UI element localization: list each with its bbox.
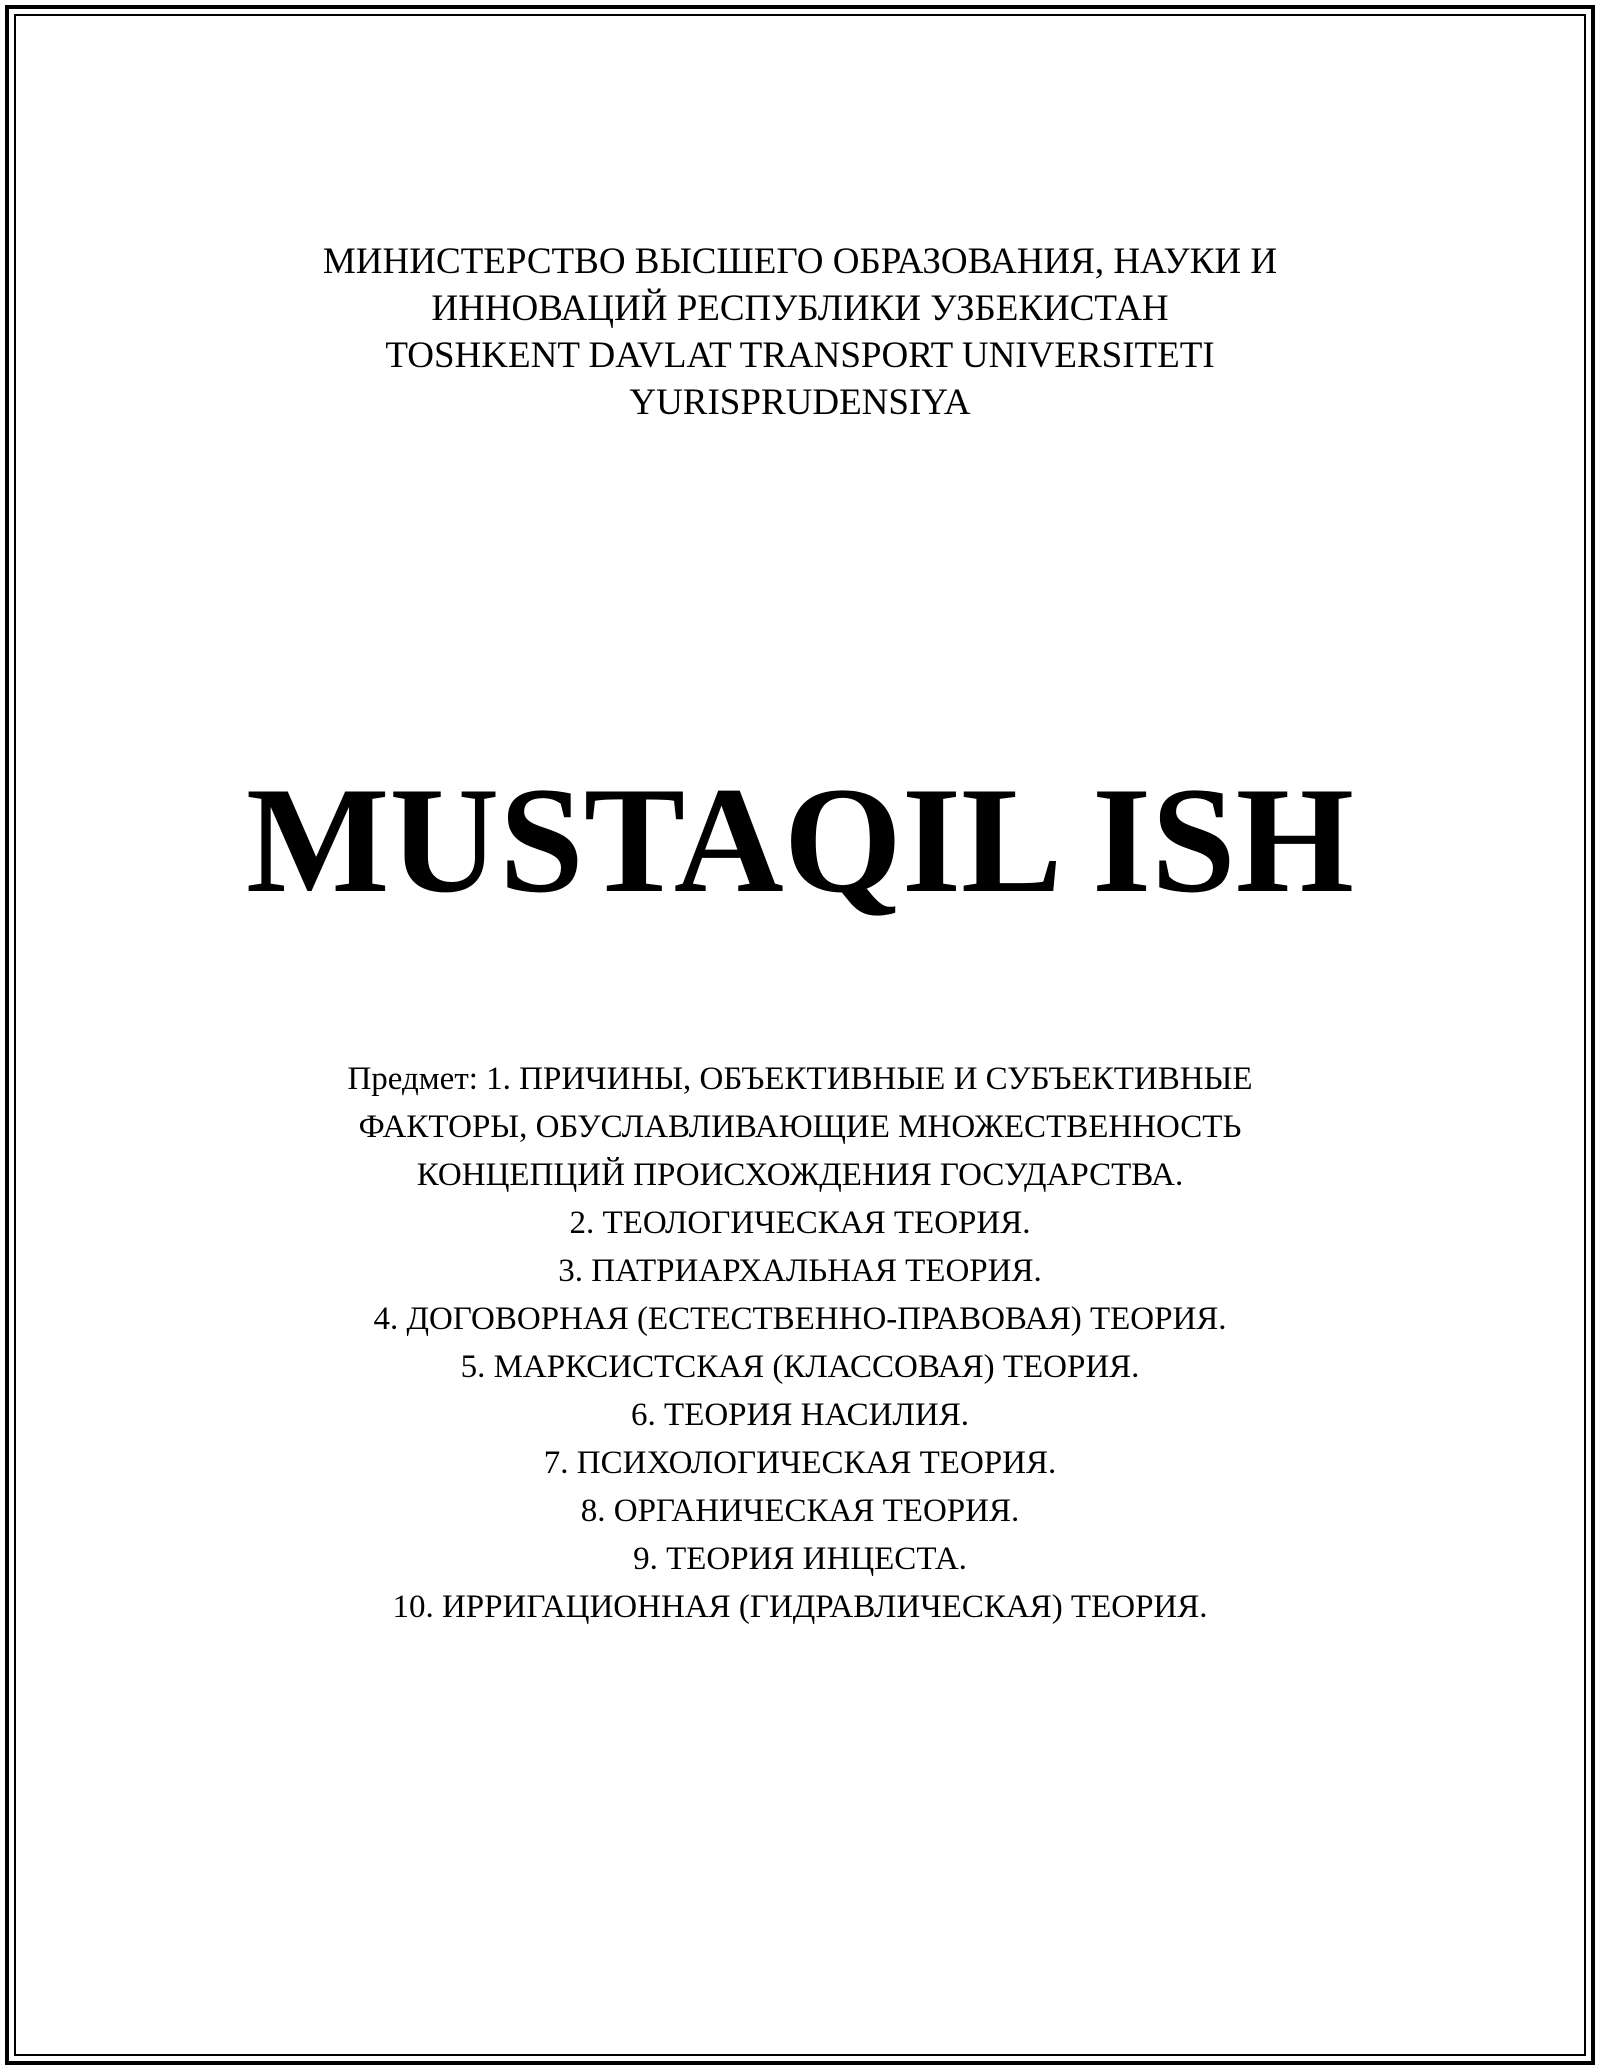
document-title: MUSTAQIL ISH (246, 756, 1354, 924)
topic-line: ФАКТОРЫ, ОБУСЛАВЛИВАЮЩИЕ МНОЖЕСТВЕННОСТЬ (358, 1109, 1242, 1145)
topic-line: 6. ТЕОРИЯ НАСИЛИЯ. (631, 1397, 969, 1433)
topic-line: 2. ТЕОЛОГИЧЕСКАЯ ТЕОРИЯ. (569, 1205, 1031, 1241)
topic-line: 9. ТЕОРИЯ ИНЦЕСТА. (633, 1541, 967, 1577)
topic-line: 4. ДОГОВОРНАЯ (ЕСТЕСТВЕННО-ПРАВОВАЯ) ТЕОРИЯ. (373, 1301, 1227, 1337)
subject-topics (0, 1055, 1600, 1631)
ministry-line-1: МИНИСТЕРСТВО ВЫСШЕГО ОБРАЗОВАНИЯ, НАУКИ И (322, 241, 1278, 282)
topic-line: КОНЦЕПЦИЙ ПРОИСХОЖДЕНИЯ ГОСУДАРСТВА. (416, 1157, 1184, 1193)
topic-line: 3. ПАТРИАРХАЛЬНАЯ ТЕОРИЯ. (558, 1253, 1042, 1289)
topic-line: Предмет: 1. ПРИЧИНЫ, ОБЪЕКТИВНЫЕ И СУБЪЕКТИВНЫЕ (347, 1061, 1253, 1097)
topic-line: 5. МАРКСИСТСКАЯ (КЛАССОВАЯ) ТЕОРИЯ. (460, 1349, 1140, 1385)
university-name: TOSHKENT DAVLAT TRANSPORT UNIVERSITETI (385, 335, 1215, 376)
topic-line: 7. ПСИХОЛОГИЧЕСКАЯ ТЕОРИЯ. (543, 1445, 1057, 1481)
ministry-line-2: ИННОВАЦИЙ РЕСПУБЛИКИ УЗБЕКИСТАН (431, 288, 1169, 329)
topic-line: 8. ОРГАНИЧЕСКАЯ ТЕОРИЯ. (580, 1493, 1020, 1529)
department-name: YURISPRUDENSIYA (629, 382, 971, 423)
institution-header (0, 238, 1600, 426)
topic-line: 10. ИРРИГАЦИОННАЯ (ГИДРАВЛИЧЕСКАЯ) ТЕОРИЯ. (392, 1589, 1208, 1625)
